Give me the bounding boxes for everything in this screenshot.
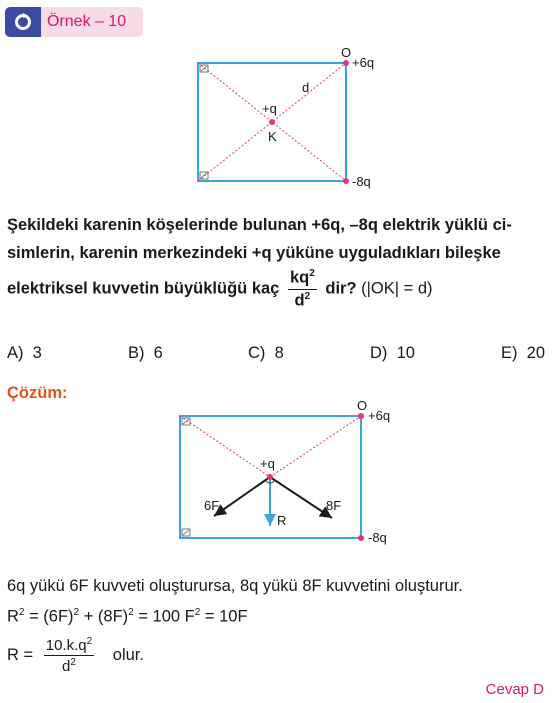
- solution-center-dot: [267, 474, 273, 480]
- corner-marker-bottom-left: [200, 172, 208, 179]
- example-title: Örnek – 10: [47, 13, 127, 30]
- solution-label-o: O: [357, 398, 368, 413]
- charge-dot-top: [343, 60, 349, 66]
- rotate-icon: [13, 12, 33, 32]
- option-a[interactable]: A) 3: [7, 344, 42, 362]
- problem-fraction: $\frac{kq^2}{d^2}$: [289, 268, 315, 309]
- label-6f: 6F: [204, 498, 220, 513]
- option-d[interactable]: D) 10: [370, 344, 415, 362]
- solution-label-charge-bottom: -8q: [368, 530, 387, 545]
- solution-diagonal-right: [270, 416, 361, 477]
- problem-line-1: Şekildeki karenin köşelerinde bulunan +6q, –8q elektrik yüklü ci-: [7, 216, 512, 234]
- label-o: O: [341, 45, 352, 60]
- label-k: K: [268, 129, 277, 144]
- solution-equation: $R^2 = (6F)^2 + (8F)^2 = 100$ $F^2 = 10F$: [7, 607, 248, 626]
- solution-diagonal-left: [180, 416, 270, 477]
- center-dot: [269, 119, 275, 125]
- solution-dot-bottom: [358, 535, 364, 541]
- force-6f-arrow: [214, 477, 270, 516]
- solution-corner-marker-bottom-left: [182, 529, 190, 536]
- answer-label: Cevap D: [485, 681, 544, 698]
- problem-note: (|OK| = d): [361, 279, 433, 298]
- solution-title: Çözüm:: [7, 384, 68, 402]
- problem-question: dir?: [325, 279, 357, 298]
- solution-line-1: 6q yükü 6F kuvveti oluşturursa, 8q yükü 8F kuvvetini oluşturur.: [7, 577, 463, 595]
- figure-square-charges: [180, 40, 420, 200]
- label-center-charge: +q: [262, 101, 277, 116]
- force-8f-arrow: [270, 477, 332, 518]
- solution-result: R = $\frac{10.k.q^2}{d^2}$ olur.: [7, 636, 144, 675]
- badge-icon-box: [5, 7, 41, 37]
- solution-dot-top: [358, 413, 364, 419]
- result-fraction: $\frac{10.k.q^2}{d^2}$: [45, 636, 93, 675]
- label-charge-bottom: -8q: [352, 174, 371, 189]
- solution-corner-marker-top-left: [182, 418, 190, 425]
- solution-label-center-charge: +q: [260, 456, 275, 471]
- label-distance: d: [302, 80, 310, 95]
- solution-label-charge-top: +6q: [368, 408, 391, 423]
- label-charge-top: +6q: [352, 55, 375, 70]
- figure-solution-forces: [162, 398, 422, 548]
- option-c[interactable]: C) 8: [248, 344, 284, 362]
- charge-dot-bottom: [343, 178, 349, 184]
- option-b[interactable]: B) 6: [128, 344, 163, 362]
- label-r: R: [277, 513, 287, 528]
- label-8f: 8F: [326, 498, 342, 513]
- example-badge: [5, 7, 143, 37]
- problem-line-2: simlerin, karenin merkezindeki +q yüküne uyguladıkları bileşke: [7, 244, 501, 262]
- problem-line-3: [7, 268, 433, 310]
- option-e[interactable]: E) 20: [501, 344, 546, 362]
- problem-line-3-text: elektriksel kuvvetin büyüklüğü kaç: [7, 279, 280, 298]
